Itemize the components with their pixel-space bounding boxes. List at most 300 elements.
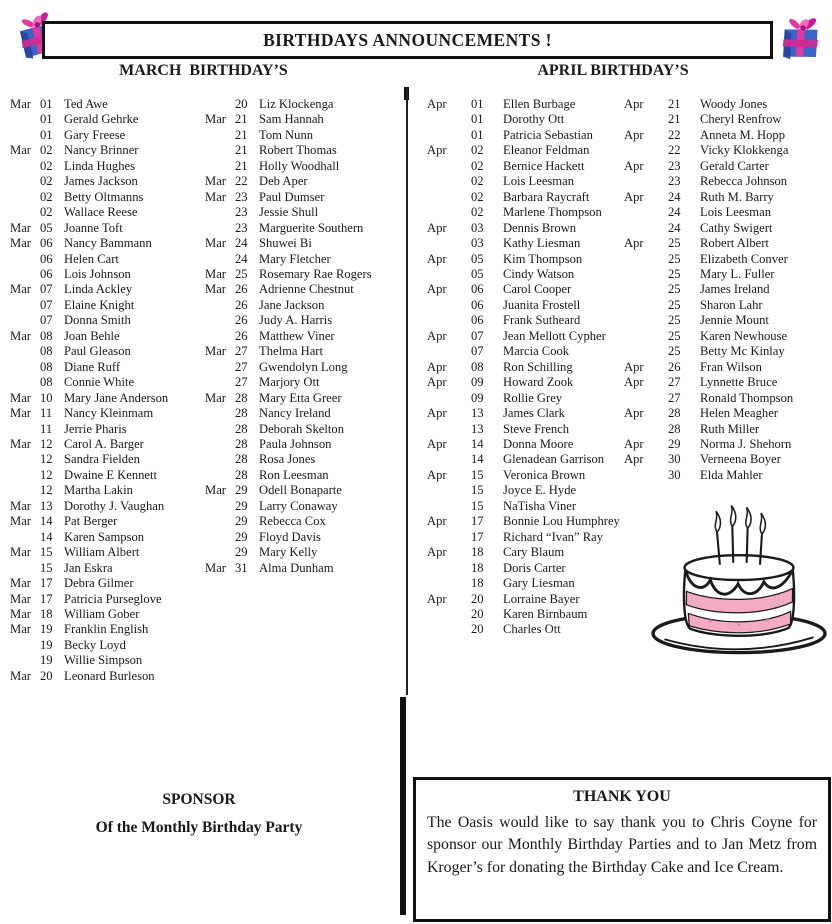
- birthday-row: [10, 499, 206, 514]
- person-name: Leonard Burleson: [64, 668, 155, 683]
- birthday-row: [624, 298, 830, 313]
- birthday-row: [10, 561, 206, 576]
- day-label: 23: [668, 158, 681, 173]
- day-label: 12: [40, 452, 53, 467]
- person-name: Nancy Bammann: [64, 236, 152, 251]
- birthday-row: [10, 190, 206, 205]
- birthday-row: [205, 468, 405, 483]
- day-label: 07: [471, 328, 484, 343]
- month-label: [624, 282, 668, 297]
- birthday-row: [205, 159, 405, 174]
- birthday-row: [205, 112, 405, 127]
- person-name: Patricia Sebastian: [503, 127, 593, 142]
- birthday-row: [427, 190, 625, 205]
- month-label: [205, 545, 235, 560]
- birthday-row: [10, 329, 206, 344]
- month-label: [205, 530, 235, 545]
- birthday-row: [10, 391, 206, 406]
- birthday-row: [10, 128, 206, 143]
- person-name: Jean Mellott Cypher: [503, 328, 606, 343]
- day-label: 25: [668, 282, 681, 297]
- person-name: Matthew Viner: [259, 328, 335, 343]
- person-name: Alma Dunham: [259, 560, 334, 575]
- day-label: 21: [668, 97, 681, 111]
- person-name: Joan Behle: [64, 328, 120, 343]
- day-label: 29: [235, 545, 248, 560]
- person-name: Deb Aper: [259, 174, 308, 189]
- person-name: Rosemary Rae Rogers: [259, 266, 372, 281]
- person-name: Elaine Knight: [64, 297, 135, 312]
- birthday-row: [205, 174, 405, 189]
- month-label: Apr: [427, 251, 447, 266]
- march-list-column-1: [10, 97, 206, 684]
- day-label: 07: [40, 282, 53, 297]
- month-label: [205, 437, 235, 452]
- month-label: [427, 452, 471, 467]
- day-label: 07: [40, 297, 53, 312]
- thank-you-box: [413, 777, 831, 922]
- day-label: 09: [471, 390, 484, 405]
- month-label: Mar: [205, 174, 226, 189]
- birthday-row: [10, 159, 206, 174]
- month-label: [427, 422, 471, 437]
- day-label: 11: [40, 406, 53, 421]
- birthday-row: [624, 313, 830, 328]
- person-name: Holly Woodhall: [259, 158, 340, 173]
- birthday-row: [205, 282, 405, 297]
- day-label: 18: [471, 545, 484, 560]
- day-label: 27: [235, 344, 248, 359]
- day-label: 18: [471, 576, 484, 591]
- day-label: 02: [40, 174, 53, 189]
- person-name: Donna Smith: [64, 313, 131, 328]
- birthday-row: [10, 205, 206, 220]
- day-label: 07: [471, 344, 484, 359]
- person-name: Betty Oltmanns: [64, 189, 144, 204]
- birthday-row: [624, 159, 830, 174]
- month-label: Apr: [427, 282, 447, 297]
- birthday-row: [624, 452, 830, 467]
- day-label: 13: [471, 406, 484, 421]
- birthday-row: [10, 545, 206, 560]
- person-name: Ruth Miller: [700, 421, 760, 436]
- birthday-row: [427, 391, 625, 406]
- birthday-row: [427, 622, 625, 637]
- person-name: Diane Ruff: [64, 359, 121, 374]
- person-name: Juanita Frostell: [503, 297, 581, 312]
- birthday-row: [624, 329, 830, 344]
- person-name: Nancy Kleinmam: [64, 406, 154, 421]
- person-name: William Albert: [64, 545, 140, 560]
- person-name: William Gober: [64, 606, 140, 621]
- month-label: Mar: [205, 282, 226, 297]
- day-label: 25: [235, 266, 248, 281]
- person-name: Lynnette Bruce: [700, 375, 778, 390]
- birthday-row: [10, 313, 206, 328]
- day-label: 29: [235, 514, 248, 529]
- day-label: 23: [668, 174, 681, 189]
- day-label: 29: [668, 436, 681, 451]
- birthday-row: [427, 468, 625, 483]
- day-label: 18: [471, 560, 484, 575]
- month-label: [624, 298, 668, 313]
- person-name: James Ireland: [700, 282, 770, 297]
- month-label: Apr: [624, 189, 644, 204]
- person-name: Eleanor Feldman: [503, 143, 590, 158]
- day-label: 26: [668, 359, 681, 374]
- person-name: Jessie Shull: [259, 205, 319, 220]
- day-label: 08: [40, 375, 53, 390]
- person-name: Sam Hannah: [259, 112, 324, 127]
- birthday-row: [427, 236, 625, 251]
- month-label: [624, 143, 668, 158]
- birthday-row: [10, 514, 206, 529]
- birthday-row: [205, 499, 405, 514]
- birthday-row: [205, 128, 405, 143]
- person-name: Rollie Grey: [503, 390, 563, 405]
- month-label: Apr: [624, 452, 644, 467]
- person-name: Woody Jones: [700, 97, 768, 111]
- day-label: 27: [668, 375, 681, 390]
- month-label: Apr: [624, 436, 644, 451]
- birthday-row: [427, 313, 625, 328]
- person-name: Karen Sampson: [64, 529, 145, 544]
- sponsor-section: [0, 791, 398, 837]
- bottom-divider-bar: [400, 697, 406, 915]
- day-label: 21: [235, 112, 248, 127]
- day-label: 28: [235, 390, 248, 405]
- day-label: 23: [235, 220, 248, 235]
- day-label: 06: [471, 297, 484, 312]
- day-label: 02: [471, 158, 484, 173]
- month-label: [10, 452, 40, 467]
- day-label: 28: [235, 406, 248, 421]
- person-name: Robert Albert: [700, 236, 769, 251]
- day-label: 20: [471, 591, 484, 606]
- person-name: Paul Gleason: [64, 344, 131, 359]
- month-label: [427, 530, 471, 545]
- month-label: [427, 391, 471, 406]
- birthday-row: [10, 252, 206, 267]
- day-label: 25: [668, 328, 681, 343]
- month-label: Mar: [10, 390, 31, 405]
- birthday-row: [205, 391, 405, 406]
- birthday-row: [624, 221, 830, 236]
- day-label: 02: [40, 143, 53, 158]
- birthday-row: [205, 422, 405, 437]
- day-label: 14: [40, 529, 53, 544]
- person-name: Mary Fletcher: [259, 251, 331, 266]
- person-name: James Jackson: [64, 174, 138, 189]
- person-name: Gary Liesman: [503, 576, 575, 591]
- day-label: 25: [668, 344, 681, 359]
- person-name: Marguerite Southern: [259, 220, 364, 235]
- person-name: Mary Etta Greer: [259, 390, 342, 405]
- month-label: [624, 344, 668, 359]
- day-label: 15: [40, 545, 53, 560]
- person-name: Carol Cooper: [503, 282, 572, 297]
- person-name: Mary Jane Anderson: [64, 390, 169, 405]
- month-label: Mar: [205, 483, 226, 498]
- day-label: 28: [668, 421, 681, 436]
- month-label: [10, 128, 40, 143]
- person-name: Karen Newhouse: [700, 328, 788, 343]
- birthday-row: [10, 406, 206, 421]
- person-name: Patricia Purseglove: [64, 591, 162, 606]
- month-label: [205, 360, 235, 375]
- birthday-row: [624, 236, 830, 251]
- column-divider: [406, 88, 408, 695]
- day-label: 25: [668, 251, 681, 266]
- day-label: 14: [471, 436, 484, 451]
- day-label: 01: [40, 112, 53, 127]
- day-label: 24: [235, 236, 248, 251]
- person-name: Carol A. Barger: [64, 436, 144, 451]
- birthday-row: [427, 499, 625, 514]
- person-name: Bonnie Lou Humphrey: [503, 514, 620, 529]
- month-label: [205, 143, 235, 158]
- month-label: [427, 344, 471, 359]
- person-name: Ruth M. Barry: [700, 189, 774, 204]
- day-label: 20: [471, 606, 484, 621]
- day-label: 31: [235, 560, 248, 575]
- birthday-row: [10, 360, 206, 375]
- person-name: Kathy Liesman: [503, 236, 581, 251]
- person-name: Lorraine Bayer: [503, 591, 580, 606]
- month-label: [427, 313, 471, 328]
- birthday-row: [10, 468, 206, 483]
- day-label: 30: [668, 467, 681, 482]
- birthday-row: [427, 592, 625, 607]
- month-label: Mar: [10, 498, 31, 513]
- person-name: Jennie Mount: [700, 313, 769, 328]
- person-name: Odell Bonaparte: [259, 483, 342, 498]
- person-name: Adrienne Chestnut: [259, 282, 354, 297]
- month-label: [205, 252, 235, 267]
- birthday-row: [205, 143, 405, 158]
- person-name: Gwendolyn Long: [259, 359, 348, 374]
- day-label: 17: [40, 591, 53, 606]
- day-label: 14: [40, 514, 53, 529]
- person-name: Linda Ackley: [64, 282, 133, 297]
- month-label: Mar: [205, 112, 226, 127]
- person-name: Marlene Thompson: [503, 205, 602, 220]
- day-label: 21: [235, 127, 248, 142]
- day-label: 25: [668, 313, 681, 328]
- day-label: 26: [235, 313, 248, 328]
- person-name: Helen Cart: [64, 251, 119, 266]
- person-name: Gerald Carter: [700, 158, 769, 173]
- person-name: Helen Meagher: [700, 406, 778, 421]
- month-label: Apr: [624, 406, 644, 421]
- person-name: Franklin English: [64, 622, 149, 637]
- month-label: Mar: [10, 282, 31, 297]
- birthday-row: [624, 128, 830, 143]
- person-name: Ron Schilling: [503, 359, 573, 374]
- month-label: Apr: [427, 375, 447, 390]
- sponsor-subtitle: Of the Monthly Birthday Party: [95, 819, 303, 836]
- person-name: Wallace Reese: [64, 205, 138, 220]
- month-label: Apr: [427, 359, 447, 374]
- person-name: Robert Thomas: [259, 143, 337, 158]
- person-name: Floyd Davis: [259, 529, 321, 544]
- day-label: 06: [40, 266, 53, 281]
- month-label: [624, 313, 668, 328]
- day-label: 11: [40, 421, 53, 436]
- day-label: 12: [40, 467, 53, 482]
- day-label: 20: [40, 668, 53, 683]
- birthday-row: [427, 514, 625, 529]
- birthday-row: [427, 360, 625, 375]
- person-name: Elda Mahler: [700, 467, 763, 482]
- birthday-row: [205, 236, 405, 251]
- day-label: 21: [235, 143, 248, 158]
- person-name: Tom Nunn: [259, 127, 314, 142]
- day-label: 24: [668, 189, 681, 204]
- person-name: Willie Simpson: [64, 653, 143, 668]
- birthday-row: [205, 360, 405, 375]
- person-name: Mary L. Fuller: [700, 266, 775, 281]
- day-label: 17: [471, 514, 484, 529]
- person-name: Gary Freese: [64, 127, 126, 142]
- month-label: Mar: [10, 220, 31, 235]
- day-label: 26: [235, 328, 248, 343]
- birthday-row: [10, 282, 206, 297]
- person-name: Jerrie Pharis: [64, 421, 127, 436]
- month-label: Mar: [205, 390, 226, 405]
- person-name: Elizabeth Conver: [700, 251, 788, 266]
- day-label: 06: [40, 236, 53, 251]
- person-name: Dwaine E Kennett: [64, 467, 158, 482]
- day-label: 15: [40, 560, 53, 575]
- month-label: [624, 174, 668, 189]
- month-label: [10, 112, 40, 127]
- month-label: [10, 638, 40, 653]
- person-name: Charles Ott: [503, 622, 561, 637]
- month-label: [205, 329, 235, 344]
- person-name: Joanne Toft: [64, 220, 123, 235]
- birthday-row: [427, 406, 625, 421]
- day-label: 06: [471, 282, 484, 297]
- birthday-row: [10, 112, 206, 127]
- month-label: Apr: [427, 97, 447, 111]
- person-name: James Clark: [503, 406, 565, 421]
- birthday-row: [624, 143, 830, 158]
- month-label: Mar: [10, 545, 31, 560]
- day-label: 28: [235, 436, 248, 451]
- cake-icon: [643, 494, 832, 666]
- birthday-row: [205, 406, 405, 421]
- month-label: [10, 205, 40, 220]
- birthday-row: [10, 592, 206, 607]
- birthday-row: [427, 205, 625, 220]
- day-label: 12: [40, 436, 53, 451]
- month-label: [205, 205, 235, 220]
- month-label: [624, 267, 668, 282]
- birthday-row: [10, 669, 206, 684]
- day-label: 22: [668, 143, 681, 158]
- person-name: Anneta M. Hopp: [700, 127, 785, 142]
- birthday-row: [205, 252, 405, 267]
- birthday-row: [10, 97, 206, 112]
- day-label: 15: [471, 467, 484, 482]
- birthday-row: [427, 128, 625, 143]
- month-label: [10, 422, 40, 437]
- day-label: 17: [40, 576, 53, 591]
- month-label: [427, 190, 471, 205]
- birthday-row: [624, 468, 830, 483]
- birthday-row: [427, 530, 625, 545]
- day-label: 12: [40, 483, 53, 498]
- month-label: [624, 468, 668, 483]
- birthday-row: [205, 530, 405, 545]
- birthday-row: [10, 576, 206, 591]
- birthday-row: [427, 483, 625, 498]
- month-label: [427, 205, 471, 220]
- month-label: [427, 483, 471, 498]
- day-label: 08: [40, 359, 53, 374]
- month-label: Apr: [427, 328, 447, 343]
- birthday-row: [205, 205, 405, 220]
- month-label: Apr: [427, 220, 447, 235]
- day-label: 28: [235, 452, 248, 467]
- birthday-row: [624, 375, 830, 390]
- month-label: Apr: [427, 467, 447, 482]
- birthday-row: [427, 159, 625, 174]
- thank-you-title: THANK YOU: [573, 788, 671, 805]
- sponsor-title: SPONSOR: [162, 791, 236, 808]
- month-label: [205, 313, 235, 328]
- birthday-row: [427, 329, 625, 344]
- day-label: 03: [471, 236, 484, 251]
- month-label: Mar: [10, 591, 31, 606]
- day-label: 29: [235, 529, 248, 544]
- birthday-row: [427, 221, 625, 236]
- person-name: Judy A. Harris: [259, 313, 333, 328]
- person-name: Verneena Boyer: [700, 452, 781, 467]
- month-label: [10, 313, 40, 328]
- month-label: Apr: [624, 236, 644, 251]
- person-name: Thelma Hart: [259, 344, 323, 359]
- birthday-row: [427, 97, 625, 112]
- month-label: [10, 653, 40, 668]
- month-label: Mar: [10, 622, 31, 637]
- person-name: Liz Klockenga: [259, 97, 334, 111]
- birthday-row: [427, 607, 625, 622]
- birthday-row: [10, 422, 206, 437]
- birthday-row: [205, 267, 405, 282]
- march-heading: MARCH BIRTHDAY’S: [119, 62, 288, 79]
- month-label: [624, 391, 668, 406]
- month-label: [624, 221, 668, 236]
- day-label: 24: [235, 251, 248, 266]
- day-label: 18: [40, 606, 53, 621]
- month-label: Mar: [10, 514, 31, 529]
- day-label: 26: [235, 297, 248, 312]
- birthday-row: [624, 190, 830, 205]
- person-name: Donna Moore: [503, 436, 574, 451]
- birthday-row: [624, 437, 830, 452]
- month-label: [205, 499, 235, 514]
- month-label: [427, 174, 471, 189]
- person-name: Lois Leesman: [503, 174, 574, 189]
- birthday-row: [10, 530, 206, 545]
- month-label: [10, 344, 40, 359]
- person-name: Veronica Brown: [503, 467, 586, 482]
- person-name: NaTisha Viner: [503, 498, 577, 513]
- birthday-row: [427, 437, 625, 452]
- month-label: [10, 267, 40, 282]
